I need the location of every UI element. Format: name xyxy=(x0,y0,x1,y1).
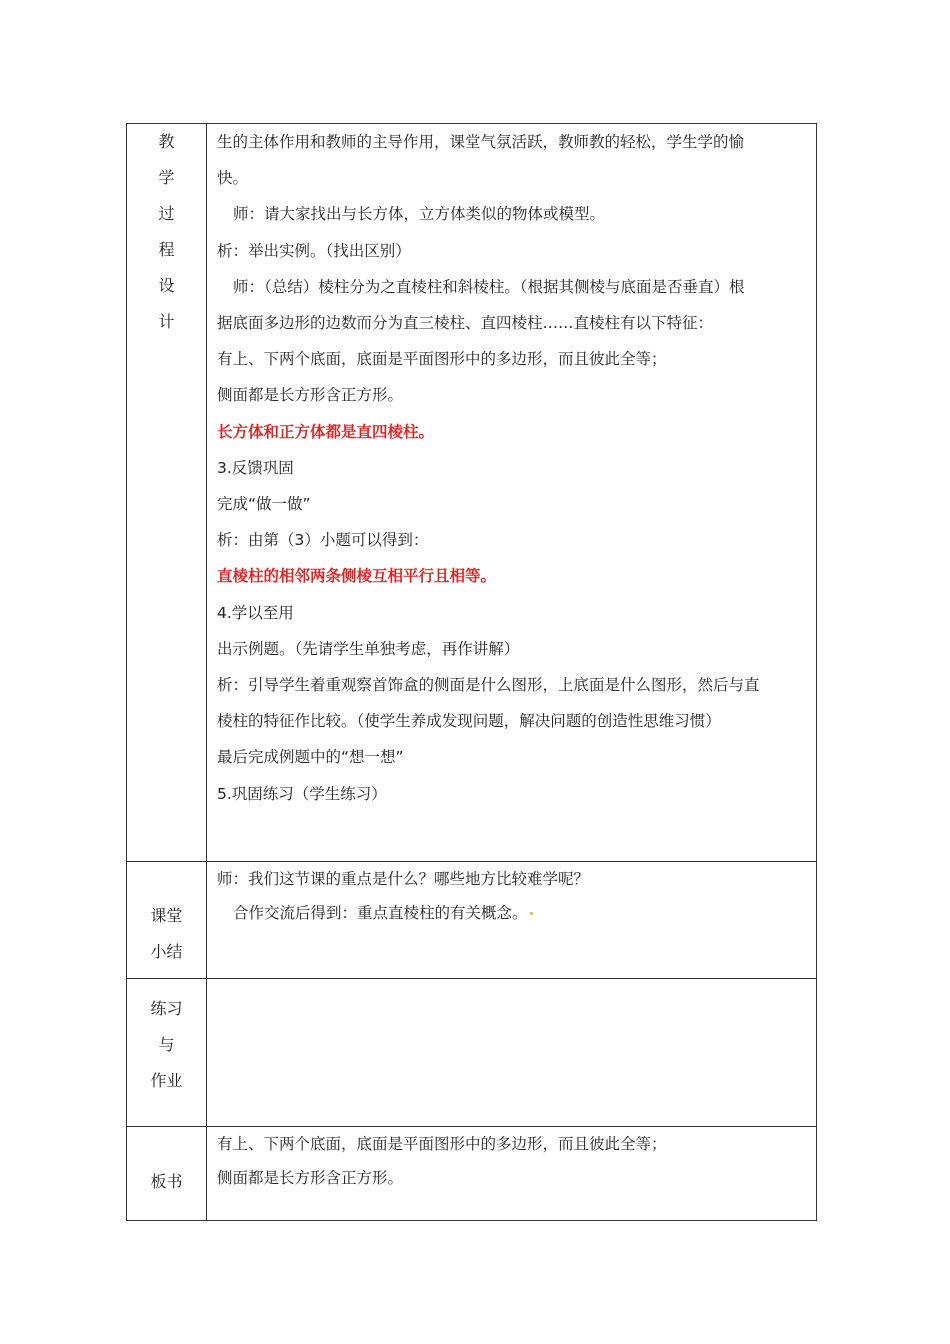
process-row xyxy=(127,124,817,862)
board-row xyxy=(127,1127,817,1221)
process-label xyxy=(127,124,206,340)
paragraph-line: 出示例题。（先请学生单独考虑，再作讲解） xyxy=(217,639,520,658)
homework-label-cell xyxy=(127,979,207,1127)
summary-line xyxy=(217,896,806,930)
process-label-cell xyxy=(127,124,207,862)
highlight-line: 长方体和正方体都是直四棱柱。 xyxy=(217,422,435,441)
homework-label xyxy=(127,979,206,1099)
summary-line-text: 合作交流后得到：重点直棱柱的有关概念。 xyxy=(233,904,528,922)
process-label-char: 计 xyxy=(158,312,175,331)
board-line: 侧面都是长方形含正方形。 xyxy=(217,1169,404,1187)
feature-line: 侧面都是长方形含正方形。 xyxy=(217,386,404,405)
paragraph-line: 完成“做一做” xyxy=(217,495,311,514)
highlight-line: 直棱柱的相邻两条侧棱互相平行且相等。 xyxy=(217,567,497,586)
teacher-line: 师：请大家找出与长方体，立方体类似的物体或模型。 xyxy=(233,205,606,224)
analysis-line: 析：引导学生着重观察首饰盒的侧面是什么图形，上底面是什么图形，然后与直 xyxy=(217,676,760,695)
homework-label-line: 与 xyxy=(158,1035,175,1054)
paragraph-line: 最后完成例题中的“想一想” xyxy=(217,748,404,767)
summary-row xyxy=(127,862,817,979)
summary-content-cell xyxy=(207,862,817,979)
analysis-line: 析：由第（3）小题可以得到： xyxy=(217,531,429,550)
section-heading: 5.巩固练习（学生练习） xyxy=(217,784,387,803)
process-label-char: 过 xyxy=(158,204,175,223)
process-label-char: 程 xyxy=(158,240,175,259)
summary-label-line: 小结 xyxy=(150,942,183,961)
process-label-char: 教 xyxy=(158,132,175,151)
paragraph-line: 生的主体作用和教师的主导作用，课堂气氛活跃，教师教的轻松，学生学的愉 xyxy=(217,133,745,151)
summary-label xyxy=(127,862,206,970)
summary-label-line: 课堂 xyxy=(150,906,183,925)
board-content-cell xyxy=(207,1127,817,1221)
homework-row xyxy=(127,979,817,1127)
homework-content-cell xyxy=(207,979,817,1127)
homework-label-line: 练习 xyxy=(150,999,183,1018)
paragraph-line: 快。 xyxy=(217,169,249,188)
process-content-cell xyxy=(207,124,817,862)
summary-line: 师：我们这节课的重点是什么？哪些地方比较难学呢？ xyxy=(217,870,590,888)
teacher-line: 师：（总结）棱柱分为之直棱柱和斜棱柱。（根据其侧棱与底面是否垂直）根 xyxy=(233,277,745,296)
summary-label-cell xyxy=(127,862,207,979)
section-heading: 3.反馈巩固 xyxy=(217,458,294,477)
process-label-char: 学 xyxy=(158,168,175,187)
board-label-cell xyxy=(127,1127,207,1221)
board-label: 板书 xyxy=(150,1172,183,1191)
homework-label-line: 作业 xyxy=(150,1071,183,1090)
paragraph-line: 棱柱的特征作比较。（使学生养成发现问题，解决问题的创造性思维习惯） xyxy=(217,712,721,731)
analysis-line: 析：举出实例。（找出区别） xyxy=(217,241,411,260)
feature-line: 有上、下两个底面，底面是平面图形中的多边形，而且彼此全等； xyxy=(217,350,667,369)
section-heading: 4.学以至用 xyxy=(217,603,294,622)
board-line: 有上、下两个底面，底面是平面图形中的多边形，而且彼此全等； xyxy=(217,1135,667,1153)
paragraph-line: 据底面多边形的边数而分为直三棱柱、直四棱柱……直棱柱有以下特征： xyxy=(217,314,714,333)
lesson-plan-table xyxy=(126,123,817,1221)
stray-mark-icon xyxy=(530,912,533,915)
process-label-char: 设 xyxy=(158,276,175,295)
